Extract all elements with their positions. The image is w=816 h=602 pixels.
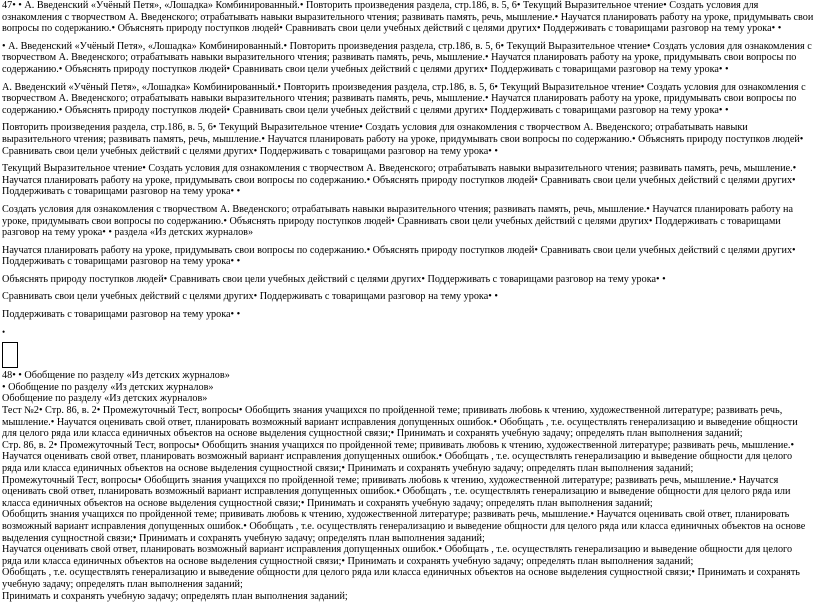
paragraph: Текущий Выразительное чтение• Создать условия для ознакомления с творчеством А. Введенского; отрабатывать навыки выразительного чтения; развивать память, речь, мышление.• Научатся планировать работу на уроке, придумывать свои вопросы по содержанию.• Объяснять природу поступков людей• Сравнивать свои цели учебных действий с целями других• Поддерживать с товарищами разговор на тему урока• • — [2, 163, 797, 198]
lesson-48-block — [2, 370, 814, 602]
paragraph: Повторить произведения раздела, стр.186, в. 5, 6• Текущий Выразительное чтение• Создать условия для ознакомления с творчеством А. Введенского; отрабатывать навыки выразительного чтения; развивать память, речь, мышление.• Научатся планировать работу на уроке, придумывать свои вопросы по содержанию.• Объяснять природу поступков людей• Сравнивать свои цели учебных действий с целями других• Поддерживать с товарищами разговор на тему урока• • — [2, 122, 804, 157]
text-line: 48• • Обобщение по разделу «Из детских журналов» — [2, 370, 230, 382]
text-line: Обобщить знания учащихся по пройденной теме; прививать любовь к чтению, художественной литературе; развивать речь, мышление.• Научатся оценивать свой ответ, планировать возможный вариант исправления допущенных ошибок.• Обобщать , т.е. осуществлять генерализацию и выведение общности для целого ряда или класса единичных объектов на основе выделения сущностной связи;• Принимать и сохранять учебную задачу; определять план выполнения заданий; — [2, 509, 806, 544]
empty-cell-box — [2, 342, 18, 368]
lesson-47-block — [2, 0, 814, 338]
text-line: Принимать и сохранять учебную задачу; определять план выполнения заданий; — [2, 590, 348, 602]
text-line: Научатся оценивать свой ответ, планировать возможный вариант исправления допущенных ошибок.• Обобщать , т.е. осуществлять генерализацию и выведение общности для целого ряда или класса единичных объектов на основе выделения сущностной связи;• Принимать и сохранять учебную задачу; определять план выполнения заданий; — [2, 544, 793, 567]
paragraph: Научатся планировать работу на уроке, придумывать свои вопросы по содержанию.• Объяснять природу поступков людей• Сравнивать свои цели учебных действий с целями других• Поддерживать с товарищами разговор на тему урока• • — [2, 244, 796, 268]
text-line: Обобщение по разделу «Из детских журналов» — [2, 393, 208, 405]
paragraph: Объяснять природу поступков людей• Сравнивать свои цели учебных действий с целями других• Поддерживать с товарищами разговор на тему урока• • — [2, 273, 666, 285]
text-line: • Обобщение по разделу «Из детских журналов» — [2, 381, 214, 393]
lone-bullet: • — [2, 326, 6, 337]
paragraph: Создать условия для ознакомления с творчеством А. Введенского; отрабатывать навыки выразительного чтения; развивать память, речь, мышление.• Научатся планировать работу на уроке, придумывать свои вопросы по содержанию.• Объяснять природу поступков людей• Сравнивать свои цели учебных действий с целями других• Поддерживать с товарищами разговор на тему урока• • раздела «Из детских журналов» — [2, 203, 793, 239]
text-line: Стр. 86, в. 2• Промежуточный Тест, вопросы• Обобщить знания учащихся по пройденной теме; прививать любовь к чтению, художественной литературе; развивать речь, мышление.• Научатся оценивать свой ответ, планировать возможный вариант исправления допущенных ошибок.• Обобщать , т.е. осуществлять генерализацию и выведение общности для целого ряда или класса единичных объектов на основе выделения сущностной связи;• Принимать и сохранять учебную задачу; определять план выполнения заданий; — [2, 439, 795, 474]
paragraph: • А. Введенский «Учёный Петя», «Лошадка» Комбинированный.• Повторить произведения раздела, стр.186, в. 5, 6• Текущий Выразительное чтение• Создать условия для ознакомления с творчеством А. Введенского; отрабатывать навыки выразительного чтения; развивать память, речь, мышление.• Научатся планировать работу на уроке, придумывать свои вопросы по содержанию.• Объяснять природу поступков людей• Сравнивать свои цели учебных действий с целями других• Поддерживать с товарищами разговор на тему урока• • — [2, 40, 812, 75]
paragraph: Поддерживать с товарищами разговор на тему урока• • — [2, 309, 241, 321]
text-line: Тест №2• Стр. 86, в. 2• Промежуточный Тест, вопросы• Обобщить знания учащихся по пройденной теме; прививать любовь к чтению, художественной литературе; развивать речь, мышление.• Научатся оценивать свой ответ, планировать возможный вариант исправления допущенных ошибок.• Обобщать , т.е. осуществлять генерализацию и выведение общности для целого ряда или класса единичных объектов на основе выделения сущностной связи;• Принимать и сохранять учебную задачу; определять план выполнения заданий; — [2, 405, 798, 440]
text-line: Обобщать , т.е. осуществлять генерализацию и выведение общности для целого ряда или класса единичных объектов на основе выделения сущностной связи;• Принимать и сохранять учебную задачу; определять план выполнения заданий; — [2, 567, 800, 590]
paragraph: 47• • А. Введенский «Учёный Петя», «Лошадка» Комбинированный.• Повторить произведения раздела, стр.186, в. 5, 6• Текущий Выразительное чтение• Создать условия для ознакомления с творчеством А. Введенского; отрабатывать навыки выразительного чтения; развивать память, речь, мышление.• Научатся планировать работу на уроке, придумывать свои вопросы по содержанию.• Объяснять природу поступков людей• Сравнивать свои цели учебных действий с целями других• Поддерживать с товарищами разговор на тему урока• • — [2, 0, 814, 35]
paragraph: Сравнивать свои цели учебных действий с целями других• Поддерживать с товарищами разговор на тему урока• • — [2, 291, 498, 303]
paragraph: А. Введенский «Учёный Петя», «Лошадка» Комбинированный.• Повторить произведения раздела, стр.186, в. 5, 6• Текущий Выразительное чтение• Создать условия для ознакомления с творчеством А. Введенского; отрабатывать навыки выразительного чтения; развивать память, речь, мышление.• Научатся планировать работу на уроке, придумывать свои вопросы по содержанию.• Объяснять природу поступков людей• Сравнивать свои цели учебных действий с целями других• Поддерживать с товарищами разговор на тему урока• • — [2, 81, 806, 116]
text-line: Промежуточный Тест, вопросы• Обобщить знания учащихся по пройденной теме; прививать любовь к чтению, художественной литературе; развивать речь, мышление.• Научатся оценивать свой ответ, планировать возможный вариант исправления допущенных ошибок.• Обобщать , т.е. осуществлять генерализацию и выведение общности для целого ряда или класса единичных объектов на основе выделения сущностной связи;• Принимать и сохранять учебную задачу; определять план выполнения заданий; — [2, 474, 791, 509]
